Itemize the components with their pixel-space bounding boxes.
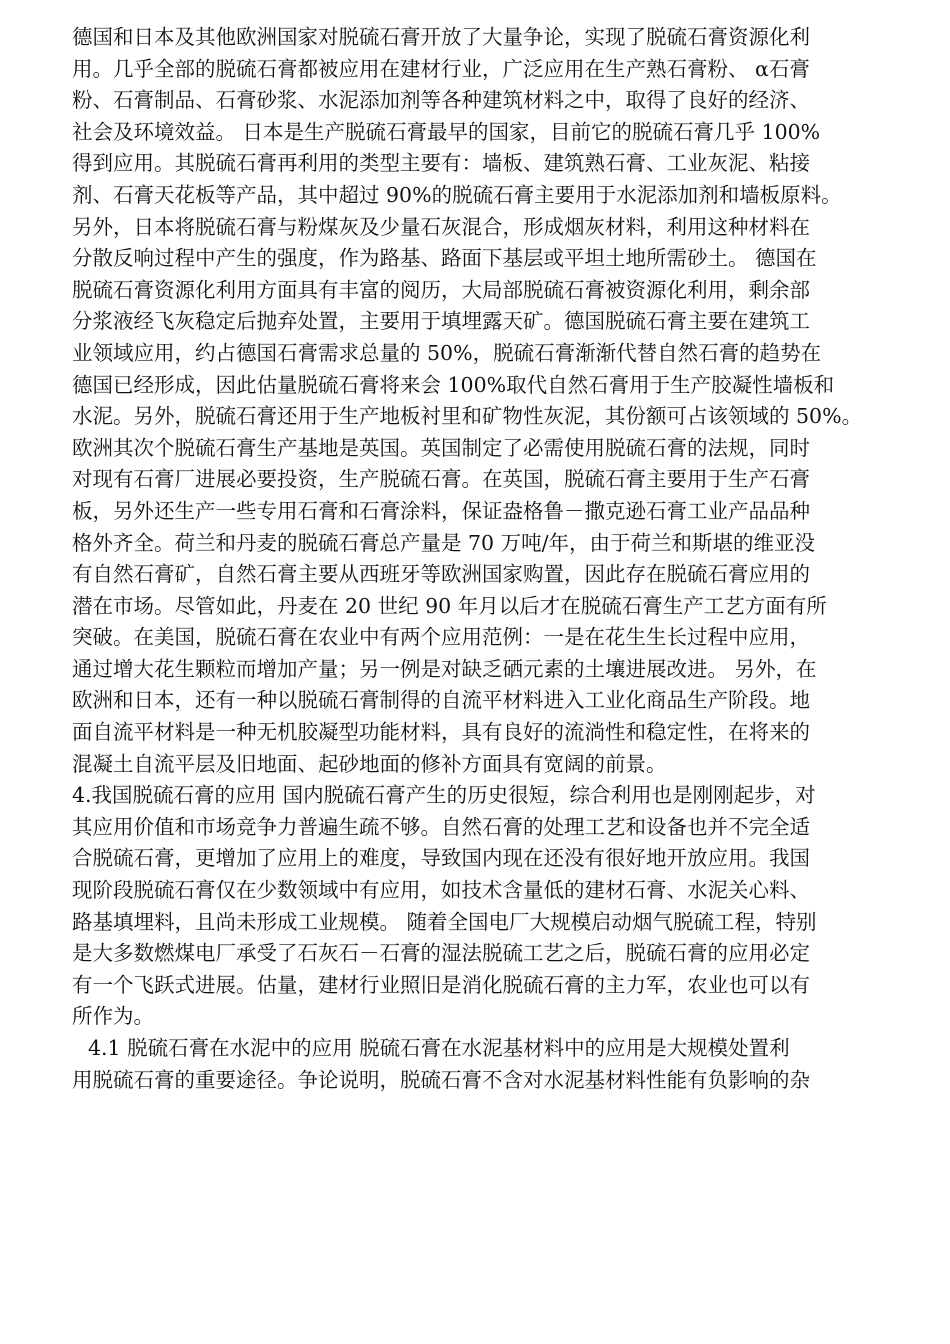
text-line: 德国已经形成，因此估量脱硫石膏将来会 100%取代自然石膏用于生产胶凝性墙板和 bbox=[72, 372, 835, 397]
text-line: 突破。在美国，脱硫石膏在农业中有两个应用范例：一是在花生生长过程中应用， bbox=[72, 625, 810, 650]
text-line: 对现有石膏厂进展必要投资，生产脱硫石膏。在英国，脱硫石膏主要用于生产石膏 bbox=[72, 467, 810, 492]
text-line: 社会及环境效益。 日本是生产脱硫石膏最早的国家，目前它的脱硫石膏几乎 100% bbox=[72, 119, 821, 144]
text-line: 板，另外还生产一些专用石膏和石膏涂料，保证盎格鲁－撒克逊石膏工业产品品种 bbox=[72, 498, 810, 523]
text-line: 剂、石膏天花板等产品，其中超过 90%的脱硫石膏主要用于水泥添加剂和墙板原料。 bbox=[72, 182, 842, 207]
text-line: 其应用价值和市场竞争力普遍生疏不够。自然石膏的处理工艺和设备也并不完全适 bbox=[72, 814, 810, 839]
text-line: 潜在市场。尽管如此，丹麦在 20 世纪 90 年月以后才在脱硫石膏生产工艺方面有所 bbox=[72, 593, 827, 618]
text-line: 脱硫石膏资源化利用方面具有丰富的阅历，大局部脱硫石膏被资源化利用，剩余部 bbox=[72, 277, 810, 302]
text-line: 面自流平材料是一种无机胶凝型功能材料，具有良好的流淌性和稳定性，在将来的 bbox=[72, 720, 810, 745]
section-heading-line: 4.我国脱硫石膏的应用 国内脱硫石膏产生的历史很短，综合利用也是刚刚起步，对 bbox=[72, 783, 816, 808]
text-line: 用。几乎全部的脱硫石膏都被应用在建材行业，广泛应用在生产熟石膏粉、 α石膏 bbox=[72, 56, 810, 81]
text-line: 用脱硫石膏的重要途径。争论说明，脱硫石膏不含对水泥基材料性能有负影响的杂 bbox=[72, 1067, 810, 1092]
text-line: 格外齐全。荷兰和丹麦的脱硫石膏总产量是 70 万吨/年，由于荷兰和斯堪的维亚没 bbox=[72, 530, 816, 555]
text-line: 水泥。另外，脱硫石膏还用于生产地板衬里和矿物性灰泥，其份额可占该领域的 50%。 bbox=[72, 404, 863, 429]
text-line: 欧洲和日本，还有一种以脱硫石膏制得的自流平材料进入工业化商品生产阶段。地 bbox=[72, 688, 810, 713]
text-line: 混凝土自流平层及旧地面、起砂地面的修补方面具有宽阔的前景。 bbox=[72, 751, 667, 776]
text-line: 合脱硫石膏，更增加了应用上的难度，导致国内现在还没有很好地开放应用。我国 bbox=[72, 846, 810, 871]
text-line: 德国和日本及其他欧洲国家对脱硫石膏开放了大量争论，实现了脱硫石膏资源化利 bbox=[72, 25, 810, 49]
text-line: 另外，日本将脱硫石膏与粉煤灰及少量石灰混合，形成烟灰材料，利用这种材料在 bbox=[72, 214, 810, 239]
document-page bbox=[72, 22, 884, 1096]
text-line: 分浆液经飞灰稳定后抛弃处置，主要用于填埋露天矿。德国脱硫石膏主要在建筑工 bbox=[72, 309, 810, 334]
text-line: 是大多数燃煤电厂承受了石灰石－石膏的湿法脱硫工艺之后，脱硫石膏的应用必定 bbox=[72, 941, 810, 966]
text-line: 所作为。 bbox=[72, 1004, 154, 1029]
text-line: 欧洲其次个脱硫石膏生产基地是英国。英国制定了必需使用脱硫石膏的法规，同时 bbox=[72, 435, 810, 460]
text-line: 路基填埋料，且尚未形成工业规模。 随着全国电厂大规模启动烟气脱硫工程，特别 bbox=[72, 909, 817, 934]
text-line: 通过增大花生颗粒而增加产量；另一例是对缺乏硒元素的土壤进展改进。 另外，在 bbox=[72, 656, 817, 681]
text-line: 粉、石膏制品、石膏砂浆、水泥添加剂等各种建筑材料之中，取得了良好的经济、 bbox=[72, 88, 810, 113]
subsection-heading-line: 4.1 脱硫石膏在水泥中的应用 脱硫石膏在水泥基材料中的应用是大规模处置利 bbox=[88, 1036, 790, 1060]
text-line: 有自然石膏矿，自然石膏主要从西班牙等欧洲国家购置，因此存在脱硫石膏应用的 bbox=[72, 562, 810, 587]
text-line: 得到应用。其脱硫石膏再利用的类型主要有：墙板、建筑熟石膏、工业灰泥、粘接 bbox=[72, 151, 810, 176]
text-line: 现阶段脱硫石膏仅在少数领域中有应用，如技术含量低的建材石膏、水泥关心料、 bbox=[72, 878, 810, 903]
text-line: 分散反响过程中产生的强度，作为路基、路面下基层或平坦土地所需砂土。 德国在 bbox=[72, 246, 817, 271]
text-line: 有一个飞跃式进展。估量，建材行业照旧是消化脱硫石膏的主力军，农业也可以有 bbox=[72, 972, 810, 997]
text-line: 业领域应用，约占德国石膏需求总量的 50%，脱硫石膏渐渐代替自然石膏的趋势在 bbox=[72, 340, 822, 365]
